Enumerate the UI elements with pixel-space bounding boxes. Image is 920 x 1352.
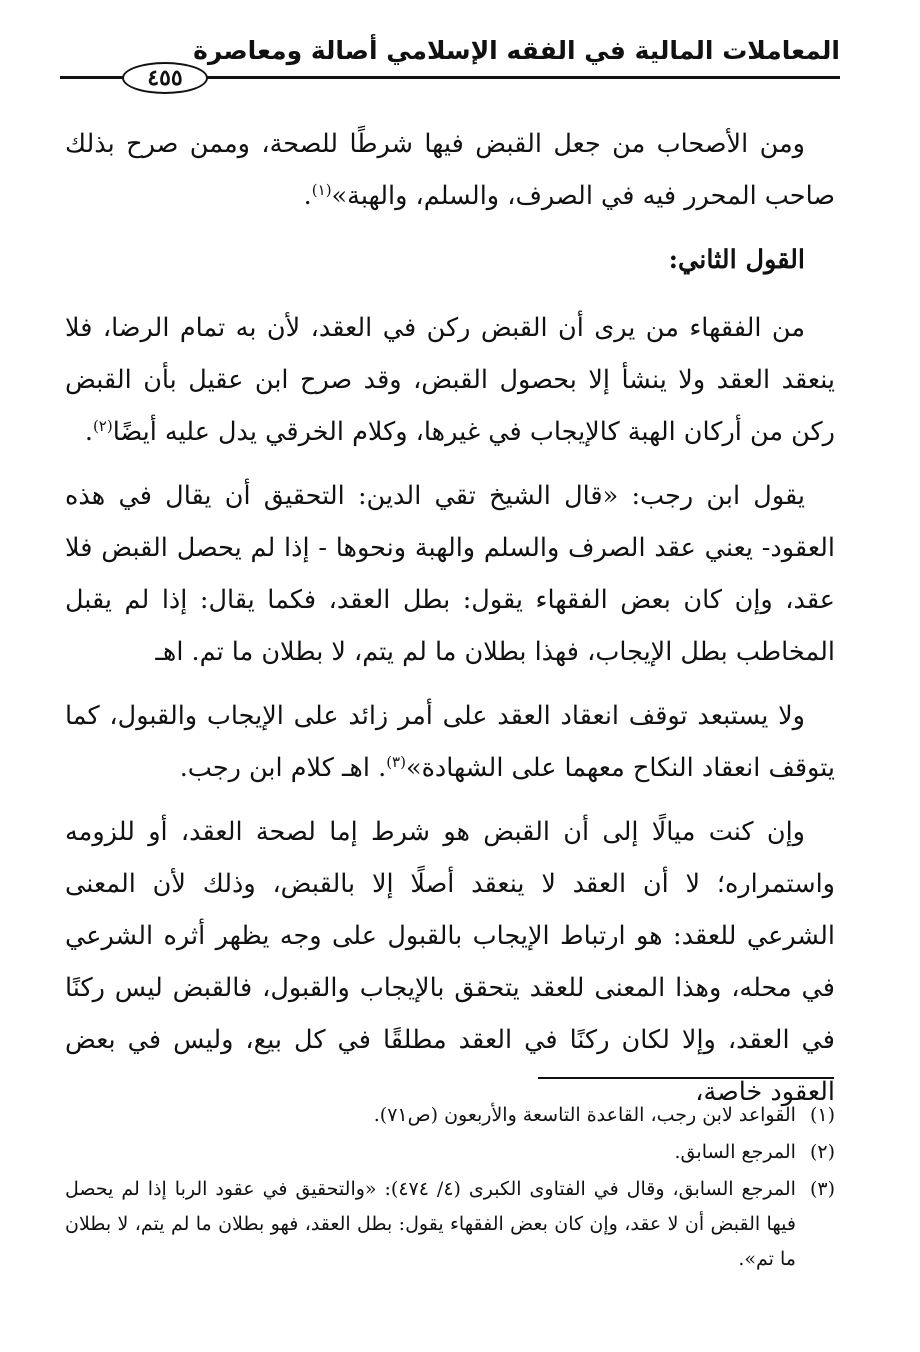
paragraph-1-end: . (303, 181, 312, 211)
paragraph-4-end: . اهـ كلام ابن رجب. (179, 753, 387, 783)
main-text (65, 118, 835, 1118)
footnote-text: القواعد لابن رجب، القاعدة التاسعة والأربعون (ص٧١). (373, 1104, 796, 1126)
paragraph-2-text: من الفقهاء من يرى أن القبض ركن في العقد، لأن به تمام الرضا، فلا ينعقد العقد ولا ينشأ إلا بحصول القبض، وقد صرح ابن عقيل بأن القبض ركن من أركان الهبة كالإيجاب في غيرها، وكلام الخرقي يدل عليه أيضًا (65, 313, 835, 447)
paragraph-2 (65, 302, 835, 458)
paragraph-4 (65, 690, 835, 794)
footnote-ref-1[interactable]: (١) (311, 181, 332, 199)
footnote-text: المرجع السابق. (674, 1141, 796, 1163)
page-number: ٤٥٥ (122, 62, 208, 94)
footnote-number: (٢) (809, 1141, 835, 1163)
running-title: المعاملات المالية في الفقه الإسلامي أصالة ومعاصرة (193, 36, 840, 65)
paragraph-4-text: ولا يستبعد توقف انعقاد العقد على أمر زائد على الإيجاب والقبول، كما يتوقف انعقاد النكاح معهما على الشهادة» (65, 701, 835, 783)
paragraph-5: وإن كنت ميالًا إلى أن القبض هو شرط إما لصحة العقد، أو للزومه واستمراره؛ لا أن العقد لا ينعقد أصلًا إلا بالقبض، وذلك لأن المعنى الشرعي للعقد: هو ارتباط الإيجاب بالقبول على وجه يظهر أثره الشرعي في محله، وهذا المعنى للعقد يتحقق بالإيجاب والقبول، فالقبض ليس ركنًا في العقد، وإلا لكان ركنًا في العقد مطلقًا في كل بيع، وليس في بعض العقود خاصة، (65, 817, 835, 1107)
footnote-3 (65, 1172, 835, 1277)
footnote-ref-3[interactable]: (٣) (386, 753, 406, 771)
section-heading: القول الثاني: (668, 245, 805, 275)
footnotes (65, 1098, 835, 1279)
footnote-ref-2[interactable]: (٢) (92, 417, 113, 435)
paragraph-1-text: ومن الأصحاب من جعل القبض فيها شرطًا للصحة، وممن صرح بذلك صاحب المحرر فيه في الصرف، والسلم، والهبة» (65, 129, 835, 211)
footnote-text: المرجع السابق، وقال في الفتاوى الكبرى (٤/ ٤٧٤): «والتحقيق في عقود الربا إذا لم يحصل فيها القبض أن لا عقد، وإن كان بعض الفقهاء يقول: بطل العقد، فهو بطلان ما لم يتم، لا بطلان ما تم». (65, 1178, 796, 1270)
paragraph-3: يقول ابن رجب: «قال الشيخ تقي الدين: التحقيق أن يقال في هذه العقود- يعني عقد الصرف والسلم والهبة ونحوها - إذا لم يحصل القبض فلا عقد، وإن كان بعض الفقهاء يقول: بطل العقد، فكما يقال: إذا لم يقبل المخاطب بطل الإيجاب، فهذا بطلان ما لم يتم، لا بطلان ما تم. اهـ (65, 481, 835, 667)
footnote-number: (٣) (809, 1178, 835, 1200)
footnote-number: (١) (809, 1104, 835, 1126)
footnote-1 (65, 1098, 835, 1133)
footnote-2 (65, 1135, 835, 1170)
page-header (60, 28, 840, 98)
paragraph-1 (65, 118, 835, 222)
paragraph-2-end: . (84, 417, 93, 447)
footnote-separator (538, 1077, 834, 1079)
